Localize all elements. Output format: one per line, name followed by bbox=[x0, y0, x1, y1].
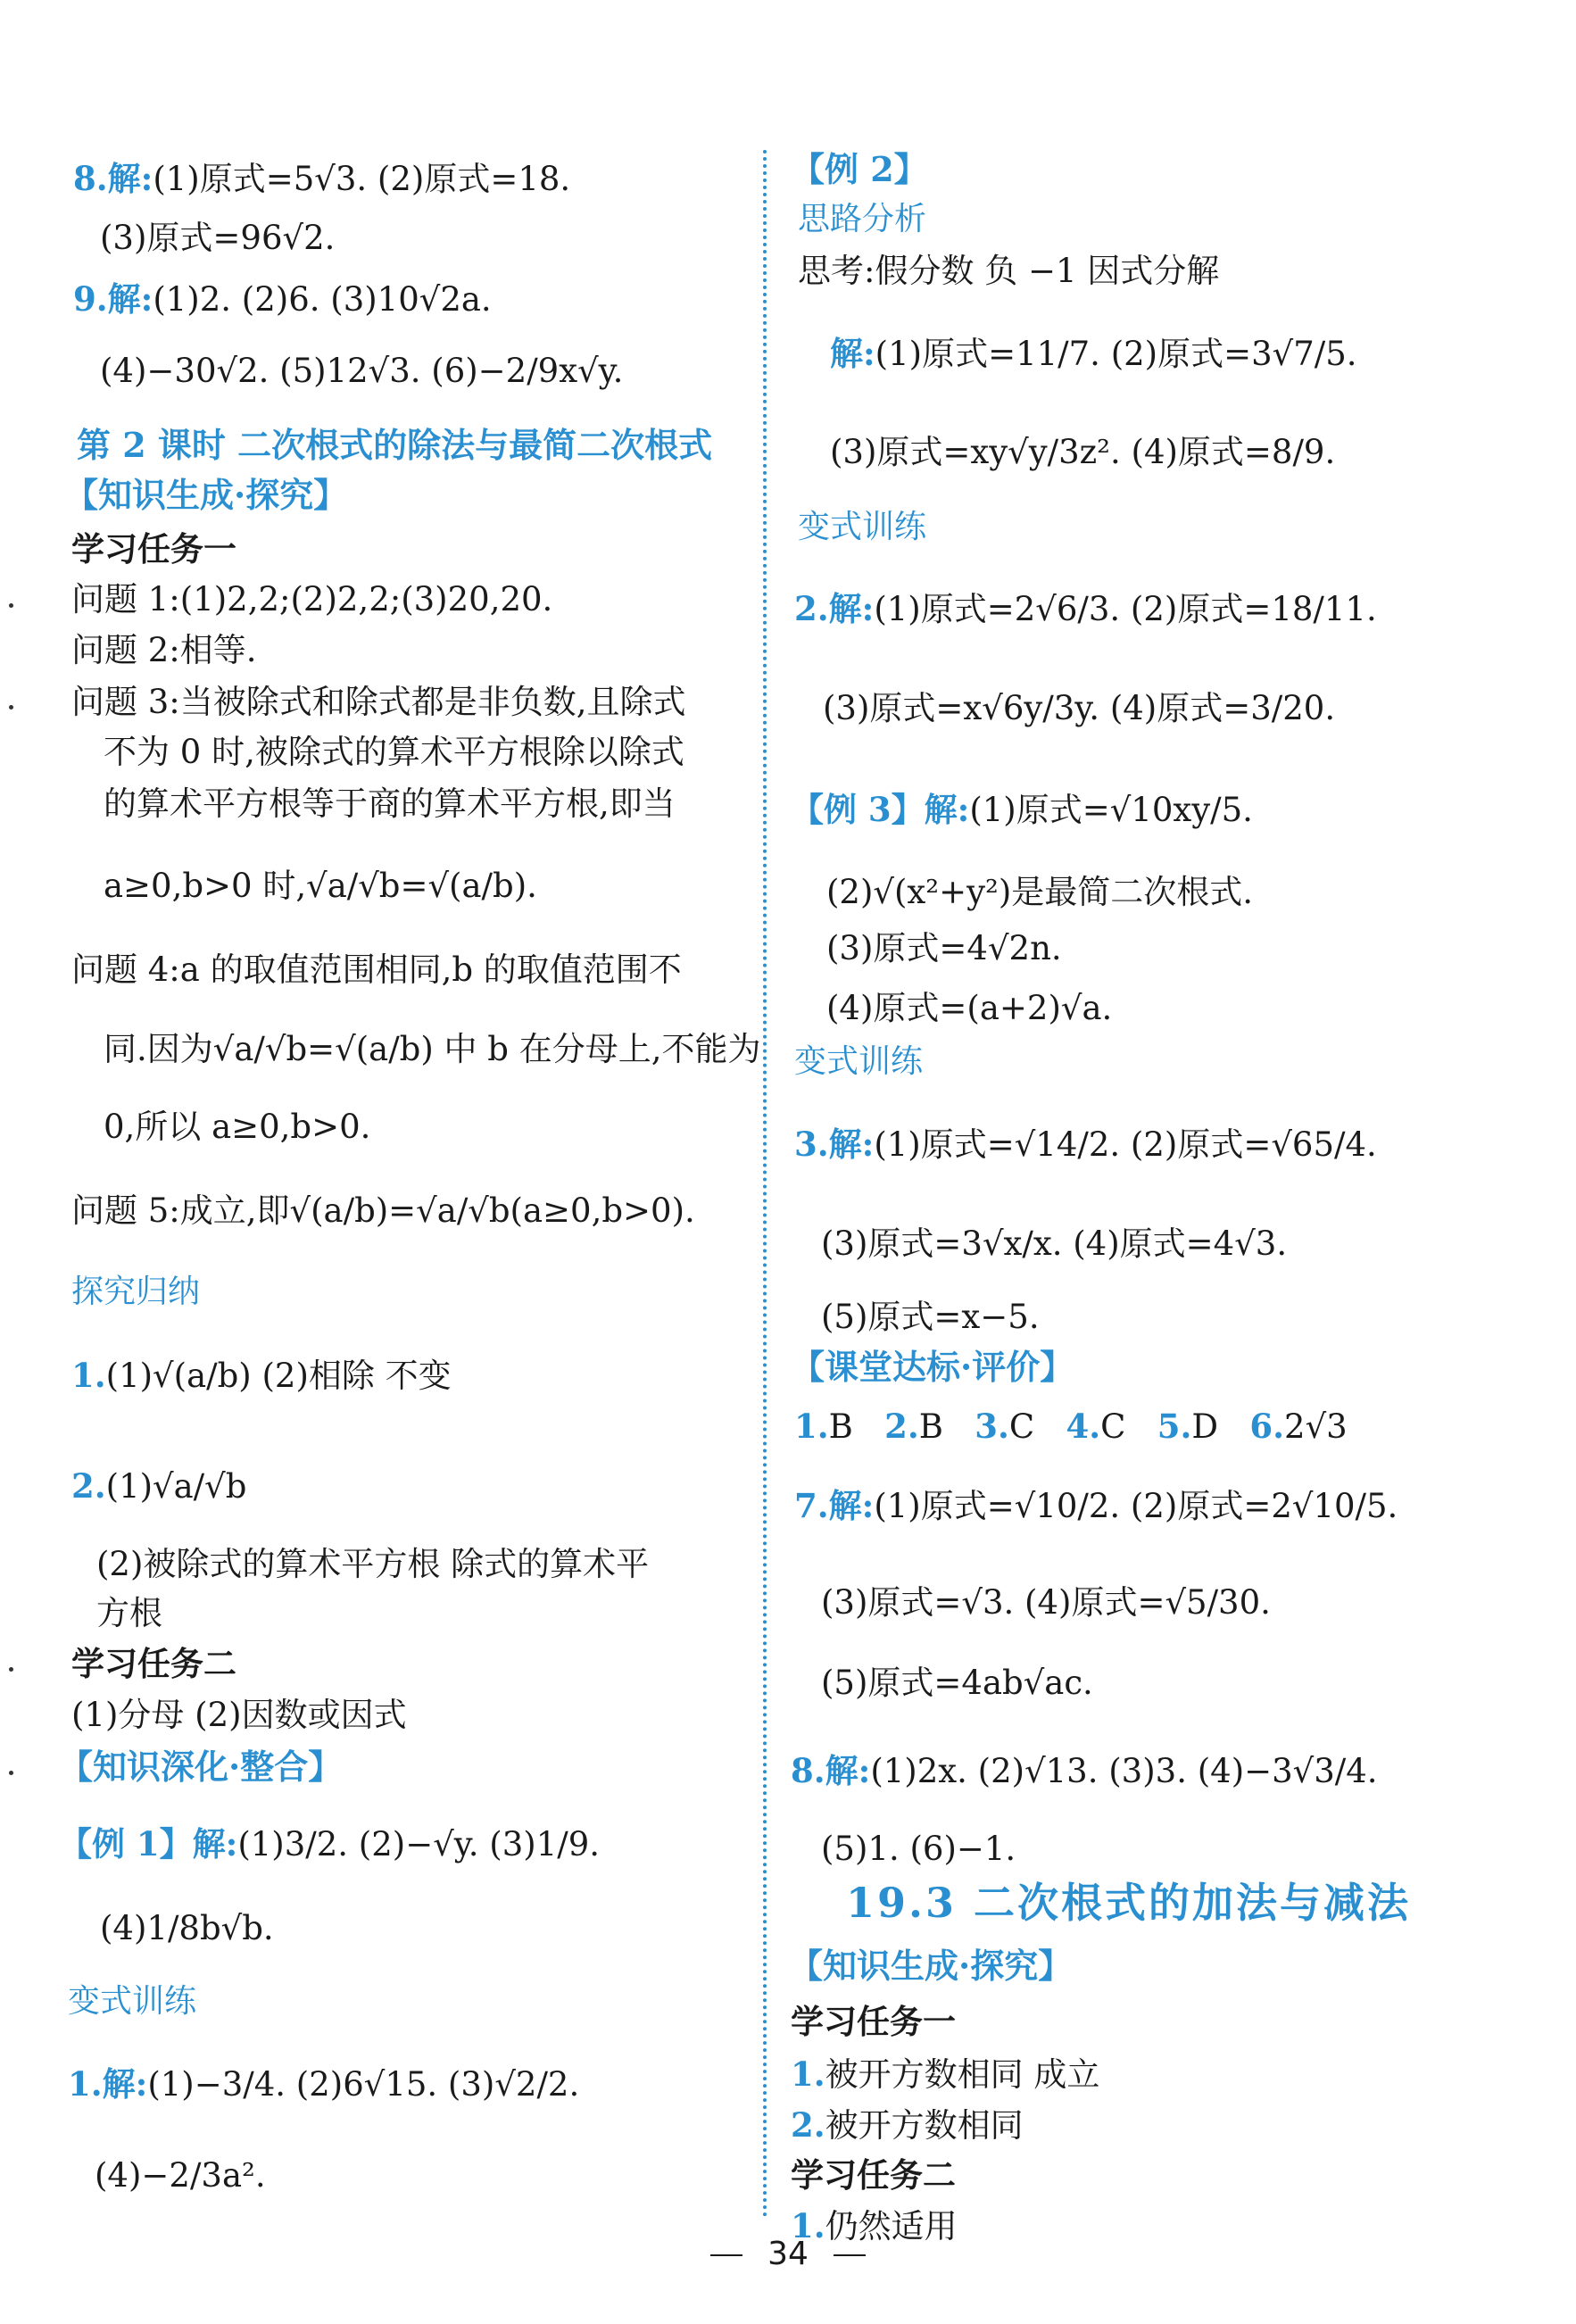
explore-summary-heading: 探究归纳 bbox=[71, 1274, 201, 1310]
margin-dot bbox=[9, 705, 13, 710]
variant-training-heading: 变式训练 bbox=[794, 1043, 924, 1080]
task-1-heading: 学习任务一 bbox=[791, 2002, 956, 2041]
page-number-text: 34 bbox=[767, 2236, 809, 2272]
question-4-line3: 0,所以 a≥0,b>0. bbox=[104, 1108, 371, 1146]
margin-dot bbox=[9, 1771, 13, 1775]
answer-7-part3: (5)原式=4ab√ac. bbox=[821, 1664, 1093, 1702]
page-number-dash bbox=[710, 2254, 742, 2256]
variant-3: 3.解:(1)原式=√14/2. (2)原式=√65/4. bbox=[794, 1125, 1377, 1164]
thinking-analysis-heading: 思路分析 bbox=[798, 201, 927, 237]
section-knowledge-generation: 【知识生成·探究】 bbox=[789, 1946, 1073, 1986]
answer-7-part2: (3)原式=√3. (4)原式=√5/30. bbox=[821, 1583, 1271, 1622]
page-number bbox=[0, 2236, 1576, 2272]
summary-2-line2: (2)被除式的算术平方根 除式的算术平 bbox=[96, 1545, 650, 1583]
question-1: 问题 1:(1)2,2;(2)2,2;(3)20,20. bbox=[71, 580, 553, 618]
page-number-dash bbox=[834, 2254, 866, 2256]
margin-dot bbox=[9, 1667, 13, 1672]
section-knowledge-generation: 【知识生成·探究】 bbox=[64, 475, 348, 515]
multiple-choice-answers: 1.B 2.B 3.C 4.C 5.D 6.2√3 bbox=[794, 1407, 1348, 1446]
example-2-part1: 解:(1)原式=11/7. (2)原式=3√7/5. bbox=[830, 334, 1357, 373]
answer-9: 9.解:(1)2. (2)6. (3)10√2a. bbox=[73, 279, 492, 319]
question-3-line3: 的算术平方根等于商的算术平方根,即当 bbox=[104, 784, 676, 823]
question-3-line1: 问题 3:当被除式和除式都是非负数,且除式 bbox=[71, 683, 686, 721]
variant-training-heading: 变式训练 bbox=[68, 1983, 197, 2020]
question-5: 问题 5:成立,即√(a/b)=√a/√b(a≥0,b>0). bbox=[71, 1191, 695, 1230]
variant-training-heading: 变式训练 bbox=[798, 509, 927, 545]
task-1-item-2: 2.被开方数相同 bbox=[791, 2105, 1024, 2145]
answer-8-part2: (5)1. (6)−1. bbox=[821, 1830, 1016, 1868]
variant-2: 2.解:(1)原式=2√6/3. (2)原式=18/11. bbox=[794, 589, 1377, 628]
example-3: 【例 3】解:(1)原式=√10xy/5. bbox=[791, 790, 1253, 829]
answer-9-part4: (4)−30√2. (5)12√3. (6)−2/9x√y. bbox=[100, 352, 624, 390]
task-2-heading: 学习任务二 bbox=[71, 1644, 236, 1683]
variant-1: 1.解:(1)−3/4. (2)6√15. (3)√2/2. bbox=[68, 2064, 580, 2104]
task-2-heading: 学习任务二 bbox=[791, 2155, 956, 2195]
answer-8-part3: (3)原式=96√2. bbox=[100, 219, 336, 257]
variant-1-part4: (4)−2/3a². bbox=[95, 2156, 266, 2195]
summary-2: 2.(1)√a/√b bbox=[71, 1466, 247, 1506]
section-title-19-3: 19.3 二次根式的加法与减法 bbox=[846, 1879, 1412, 1927]
section-knowledge-deepening: 【知识深化·整合】 bbox=[59, 1747, 343, 1787]
question-3-line2: 不为 0 时,被除式的算术平方根除以除式 bbox=[104, 733, 684, 771]
answer-8: 8.解:(1)2x. (2)√13. (3)3. (4)−3√3/4. bbox=[791, 1751, 1378, 1790]
thinking-text: 思考:假分数 负 −1 因式分解 bbox=[798, 252, 1220, 290]
summary-2-line3: 方根 bbox=[96, 1594, 162, 1632]
question-2: 问题 2:相等. bbox=[71, 631, 257, 669]
example-3-part2: (2)√(x²+y²)是最简二次根式. bbox=[826, 873, 1254, 911]
example-1: 【例 1】解:(1)3/2. (2)−√y. (3)1/9. bbox=[59, 1824, 601, 1863]
question-4-line2: 同.因为√a/√b=√(a/b) 中 b 在分母上,不能为 bbox=[104, 1030, 761, 1068]
answer-7: 7.解:(1)原式=√10/2. (2)原式=2√10/5. bbox=[794, 1486, 1398, 1525]
section-classroom-assessment: 【课堂达标·评价】 bbox=[791, 1347, 1074, 1387]
example-3-part4: (4)原式=(a+2)√a. bbox=[826, 989, 1113, 1027]
variant-3-part2: (3)原式=3√x/x. (4)原式=4√3. bbox=[821, 1224, 1288, 1263]
task-2-answer: (1)分母 (2)因数或因式 bbox=[71, 1696, 407, 1734]
example-2-part2: (3)原式=xy√y/3z². (4)原式=8/9. bbox=[830, 433, 1336, 471]
example-2-heading: 【例 2】 bbox=[791, 149, 928, 189]
example-1-part4: (4)1/8b√b. bbox=[100, 1909, 274, 1947]
question-4-line1: 问题 4:a 的取值范围相同,b 的取值范围不 bbox=[71, 950, 682, 989]
answer-8: 8.解:(1)原式=5√3. (2)原式=18. bbox=[73, 159, 571, 198]
summary-1: 1.(1)√(a/b) (2)相除 不变 bbox=[71, 1356, 452, 1395]
variant-3-part3: (5)原式=x−5. bbox=[821, 1298, 1040, 1336]
variant-2-part2: (3)原式=x√6y/3y. (4)原式=3/20. bbox=[823, 689, 1336, 727]
column-divider bbox=[763, 150, 767, 2219]
task-1-item-1: 1.被开方数相同 成立 bbox=[791, 2054, 1100, 2094]
task-2-item-1: 1.仍然适用 bbox=[791, 2206, 958, 2245]
example-3-part3: (3)原式=4√2n. bbox=[826, 929, 1062, 967]
margin-dot bbox=[9, 603, 13, 608]
task-1-heading: 学习任务一 bbox=[71, 529, 236, 569]
lesson-title: 第 2 课时 二次根式的除法与最简二次根式 bbox=[77, 425, 713, 465]
question-3-line4: a≥0,b>0 时,√a/√b=√(a/b). bbox=[104, 867, 537, 905]
